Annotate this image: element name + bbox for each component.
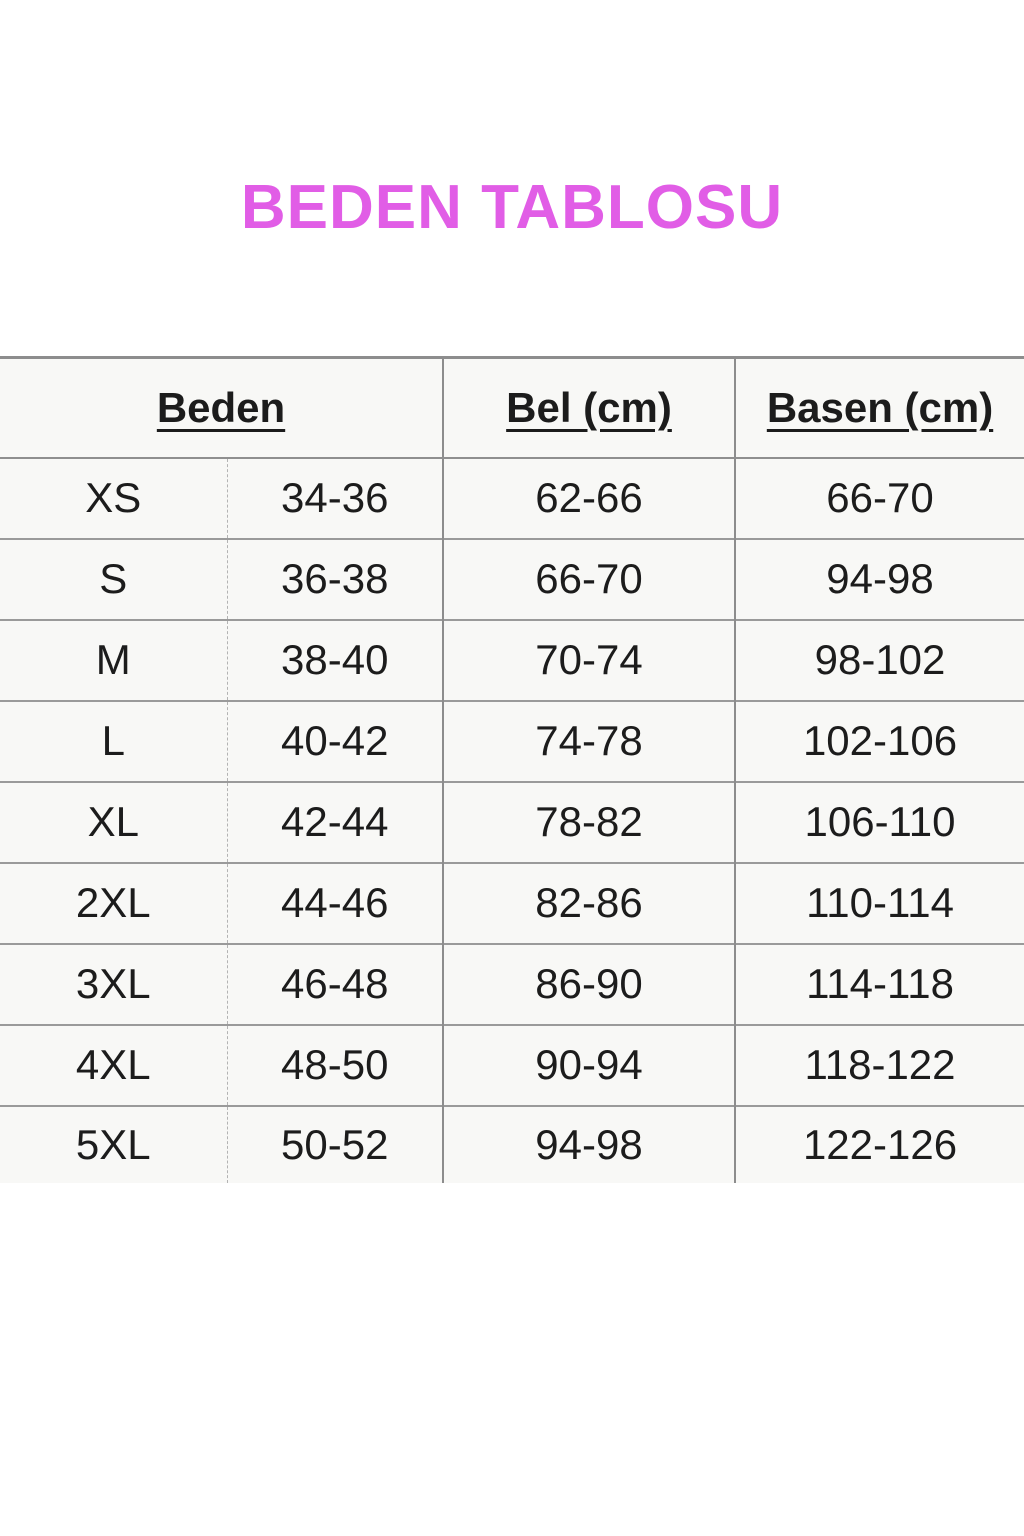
size-range: 38-40: [227, 620, 443, 701]
table-row: [0, 1025, 1024, 1106]
waist-range: 66-70: [443, 539, 735, 620]
waist-range: 62-66: [443, 458, 735, 539]
size-label: 4XL: [0, 1025, 227, 1106]
size-range: 40-42: [227, 701, 443, 782]
size-table: [0, 356, 1024, 1183]
size-label: M: [0, 620, 227, 701]
waist-range: 94-98: [443, 1106, 735, 1183]
waist-range: 78-82: [443, 782, 735, 863]
table-row: [0, 1106, 1024, 1183]
hip-range: 94-98: [735, 539, 1024, 620]
hip-range: 102-106: [735, 701, 1024, 782]
size-label: 3XL: [0, 944, 227, 1025]
waist-range: 70-74: [443, 620, 735, 701]
table-row: [0, 620, 1024, 701]
page-title: BEDEN TABLOSU: [240, 173, 784, 242]
table-row: [0, 863, 1024, 944]
hip-range: 66-70: [735, 458, 1024, 539]
table-row: [0, 458, 1024, 539]
size-range: 36-38: [227, 539, 443, 620]
size-label: L: [0, 701, 227, 782]
table-row: [0, 701, 1024, 782]
hip-range: 122-126: [735, 1106, 1024, 1183]
header-row: [0, 358, 1024, 458]
size-label: XS: [0, 458, 227, 539]
header-waist: Bel (cm): [443, 358, 735, 458]
size-table-header: [0, 358, 1024, 458]
hip-range: 110-114: [735, 863, 1024, 944]
header-hip: Basen (cm): [735, 358, 1024, 458]
header-size: Beden: [0, 358, 443, 458]
waist-range: 74-78: [443, 701, 735, 782]
size-label: 5XL: [0, 1106, 227, 1183]
waist-range: 82-86: [443, 863, 735, 944]
size-range: 34-36: [227, 458, 443, 539]
waist-range: 86-90: [443, 944, 735, 1025]
hip-range: 98-102: [735, 620, 1024, 701]
table-row: [0, 782, 1024, 863]
table-row: [0, 539, 1024, 620]
table-row: [0, 944, 1024, 1025]
size-range: 44-46: [227, 863, 443, 944]
size-label: 2XL: [0, 863, 227, 944]
size-range: 50-52: [227, 1106, 443, 1183]
size-label: XL: [0, 782, 227, 863]
hip-range: 118-122: [735, 1025, 1024, 1106]
hip-range: 114-118: [735, 944, 1024, 1025]
size-range: 46-48: [227, 944, 443, 1025]
size-range: 42-44: [227, 782, 443, 863]
size-table-body: [0, 458, 1024, 1183]
hip-range: 106-110: [735, 782, 1024, 863]
size-range: 48-50: [227, 1025, 443, 1106]
size-label: S: [0, 539, 227, 620]
waist-range: 90-94: [443, 1025, 735, 1106]
